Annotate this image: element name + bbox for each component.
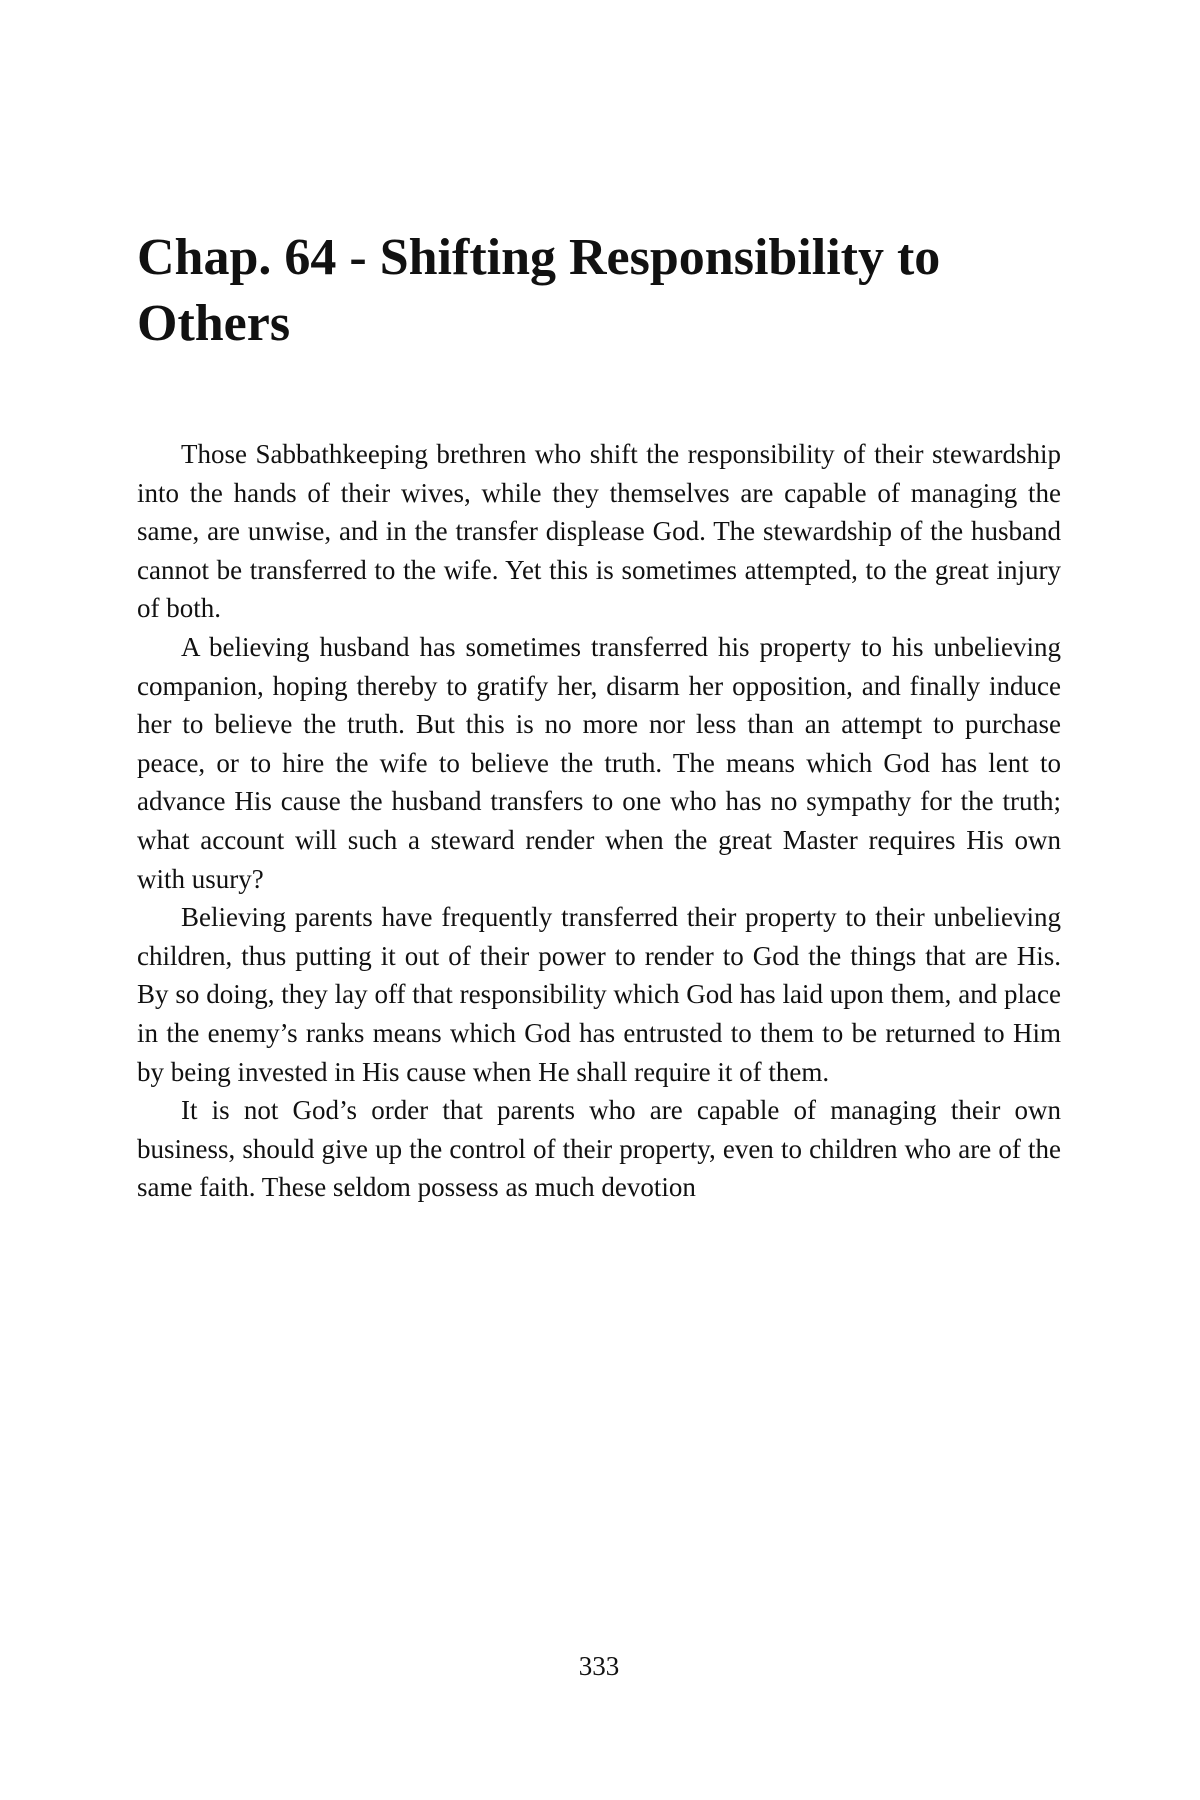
paragraph-2: A believing husband has sometimes transferred his property to his unbelieving companion, hoping thereby to gratify her, disarm her opposition, and finally induce her to believe the truth. But this is no more nor less than an attempt to purchase peace, or to hire the wife to believe the truth. The means which God has lent to advance His cause the husband transfers to one who has no sympathy for the truth; what account will such a steward render when the great Master requires His own with usury?: [137, 631, 1061, 894]
body-text: [137, 435, 1061, 1207]
paragraph-1: Those Sabbathkeeping brethren who shift the responsibility of their stewardship into the hands of their wives, while they themselves are capable of managing the same, are unwise, and in the transfer displease God. The stewardship of the husband cannot be transferred to the wife. Yet this is sometimes attempted, to the great injury of both.: [137, 439, 1061, 624]
chapter-title: Chap. 64 - Shifting Responsibility to Others: [137, 229, 941, 352]
paragraph-3: Believing parents have frequently transferred their property to their unbelieving children, thus putting it out of their power to render to God the things that are His. By so doing, they lay off that responsibility which God has laid upon them, and place in the enemy’s ranks means which God has entrusted to them to be returned to Him by being invested in His cause when He shall require it of them.: [137, 902, 1061, 1087]
paragraph-4: It is not God’s order that parents who are capable of managing their own business, should give up the control of their property, even to children who are of the same faith. These seldom possess as much devotion: [137, 1095, 1061, 1203]
page-number: 333: [578, 1651, 620, 1681]
document-page: [137, 0, 1061, 1800]
